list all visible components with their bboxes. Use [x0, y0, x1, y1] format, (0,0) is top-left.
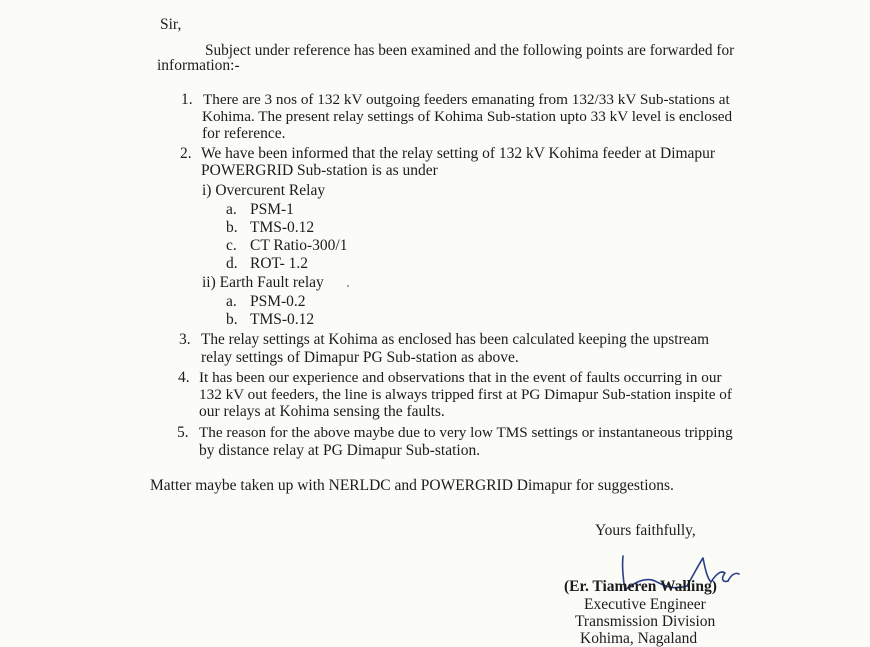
earth-fault-relay-heading: ii) Earth Fault relay [202, 274, 324, 291]
ef-item-a-text: PSM-0.2 [250, 293, 306, 310]
ef-item-a-marker: a. [226, 293, 237, 310]
point-1-number: 1. [181, 91, 193, 108]
point-5-line-1: The reason for the above maybe due to very low TMS settings or instantaneous tripping [199, 424, 733, 441]
point-2-line-2: POWERGRID Sub-station is as under [201, 162, 438, 179]
oc-item-d-text: ROT- 1.2 [250, 255, 308, 272]
oc-item-c-marker: c. [226, 237, 237, 254]
point-1-line-2: Kohima. The present relay settings of Kohima Sub-station upto 33 kV level is enclosed [202, 108, 733, 125]
point-2-number: 2. [180, 145, 192, 162]
point-4-line-2: 132 kV out feeders, the line is always tripped first at PG Dimapur Sub-station inspite of [199, 386, 732, 403]
point-4-number: 4. [178, 369, 190, 386]
point-2-line-1: We have been informed that the relay setting of 132 kV Kohima feeder at Dimapur [201, 145, 716, 162]
point-4-line-3: our relays at Kohima sensing the faults. [199, 403, 445, 420]
oc-item-a-marker: a. [226, 201, 237, 218]
oc-item-a-text: PSM-1 [250, 201, 294, 218]
ef-item-b-marker: b. [226, 311, 238, 328]
closing-remark: Matter maybe taken up with NERLDC and POWERGRID Dimapur for suggestions. [150, 477, 674, 494]
complimentary-close: Yours faithfully, [595, 522, 696, 539]
oc-item-b-marker: b. [226, 219, 238, 236]
point-5-line-2: by distance relay at PG Dimapur Sub-station. [199, 442, 481, 459]
ef-item-b-text: TMS-0.12 [250, 311, 315, 328]
salutation: Sir, [160, 16, 182, 33]
oc-item-c-text: CT Ratio-300/1 [250, 237, 348, 254]
scan-speck [347, 285, 349, 287]
oc-item-b-text: TMS-0.12 [250, 219, 315, 236]
intro-paragraph-line-2: information:- [157, 57, 240, 74]
point-3-line-2: relay settings of Dimapur PG Sub-station as above. [201, 349, 519, 366]
point-4-line-1: It has been our experience and observations that in the event of faults occurring in our [199, 369, 722, 386]
intro-paragraph-line-1: Subject under reference has been examined and the following points are forwarded for [205, 42, 735, 59]
point-1-line-3: for reference. [202, 125, 286, 142]
oc-item-d-marker: d. [226, 255, 238, 272]
point-5-number: 5. [177, 424, 189, 441]
signatory-name: (Er. Tiameren Walling) [564, 578, 717, 595]
point-3-number: 3. [179, 331, 191, 348]
point-1-line-1: There are 3 nos of 132 kV outgoing feeders emanating from 132/33 kV Sub-stations at [203, 91, 730, 108]
signatory-location: Kohima, Nagaland [580, 630, 698, 647]
signatory-designation: Executive Engineer [584, 596, 706, 613]
point-3-line-1: The relay settings at Kohima as enclosed has been calculated keeping the upstream [201, 331, 710, 348]
signatory-division: Transmission Division [575, 613, 716, 630]
overcurrent-relay-heading: i) Overcurent Relay [202, 182, 326, 199]
